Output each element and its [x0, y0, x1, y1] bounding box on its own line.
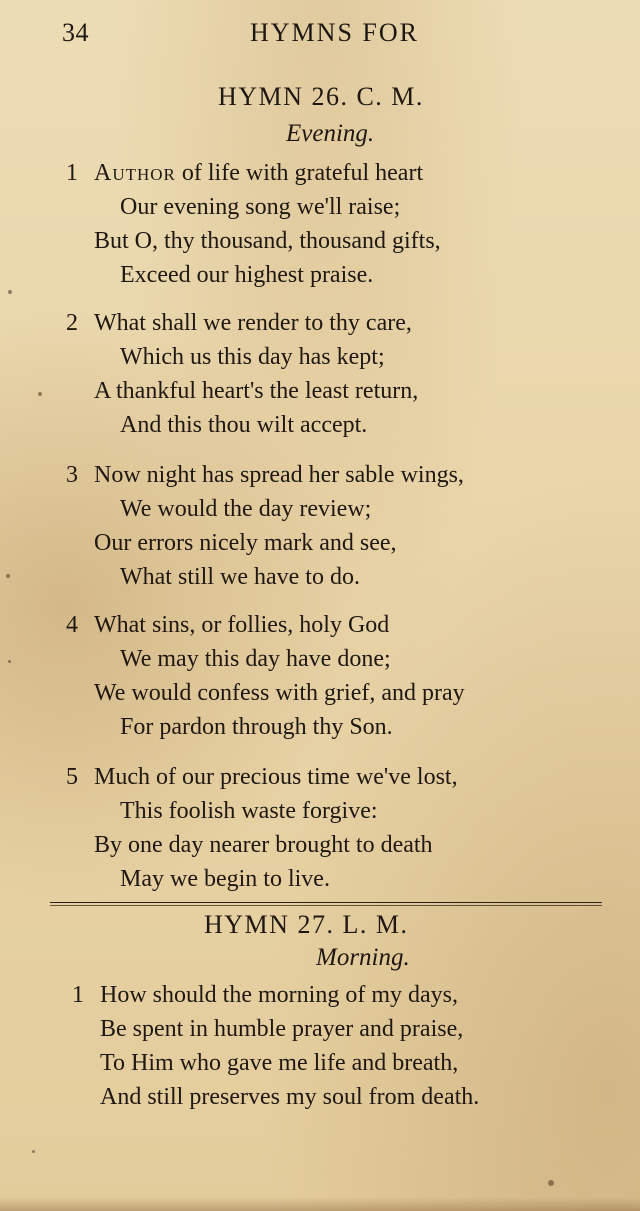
verse-line-text: Be spent in humble prayer and praise, — [100, 1016, 464, 1042]
verse-line — [66, 190, 626, 224]
verse-line-text: Our errors nicely mark and see, — [94, 530, 397, 556]
paper-fleck — [38, 392, 42, 396]
drop-word: Author — [94, 160, 176, 186]
verse-line — [66, 526, 626, 560]
hymn-26-title: HYMN 26. C. M. — [218, 82, 424, 111]
verse-line-text: What still we have to do. — [120, 564, 360, 590]
verse-line — [66, 608, 626, 642]
hymn-26-verse-1 — [66, 156, 626, 292]
paper-fleck — [8, 290, 12, 294]
hymn-26-verse-3 — [66, 458, 626, 594]
verse-line-text: We may this day have done; — [120, 646, 391, 672]
verse-line-text: May we begin to live. — [120, 866, 330, 892]
verse-line — [66, 340, 626, 374]
verse-number: 2 — [66, 310, 78, 336]
verse-line — [66, 828, 626, 862]
verse-line — [66, 306, 626, 340]
verse-line-text: For pardon through thy Son. — [120, 714, 393, 740]
verse-line-text: This foolish waste forgive: — [120, 798, 378, 824]
page-bottom-edge — [0, 1197, 640, 1211]
hymn-27-verse-1 — [66, 978, 626, 1114]
verse-line — [66, 258, 626, 292]
page-header — [62, 18, 600, 58]
paper-fleck — [6, 574, 10, 578]
verse-line — [66, 374, 626, 408]
verse-line-text: How should the morning of my days, — [100, 982, 458, 1008]
running-head: HYMNS FOR — [250, 18, 419, 47]
hymn-26-verse-5 — [66, 760, 626, 896]
verse-line — [66, 458, 626, 492]
hymn-26-verse-2 — [66, 306, 626, 442]
verse-line-text: And still preserves my soul from death. — [100, 1084, 480, 1110]
verse-line-text: We would the day review; — [120, 496, 372, 522]
page-number: 34 — [62, 18, 89, 47]
hymn-27-title: HYMN 27. L. M. — [204, 910, 409, 939]
verse-line — [66, 760, 626, 794]
verse-line — [66, 408, 626, 442]
verse-line-text: Now night has spread her sable wings, — [94, 462, 464, 488]
verse-line — [66, 1012, 626, 1046]
verse-line-text: To Him who gave me life and breath, — [100, 1050, 459, 1076]
section-divider-thin — [50, 905, 602, 906]
verse-line-text: of life with grateful heart — [175, 160, 424, 186]
verse-line-text: What sins, or follies, holy God — [94, 612, 390, 638]
verse-line-text: Much of our precious time we've lost, — [94, 764, 458, 790]
paper-fleck — [548, 1180, 554, 1186]
verse-line — [66, 156, 626, 190]
verse-line — [66, 492, 626, 526]
verse-line-text: What shall we render to thy care, — [94, 310, 412, 336]
verse-line — [66, 676, 626, 710]
hymn-27-subtitle: Morning. — [316, 944, 410, 971]
verse-line — [66, 642, 626, 676]
verse-line — [66, 978, 626, 1012]
verse-line-text: Our evening song we'll raise; — [120, 194, 401, 220]
verse-number: 3 — [66, 462, 78, 488]
verse-line — [66, 1080, 626, 1114]
verse-line-text: We would confess with grief, and pray — [94, 680, 465, 706]
verse-number: 1 — [72, 982, 84, 1008]
verse-number: 1 — [66, 160, 78, 186]
hymn-26-subtitle: Evening. — [286, 120, 375, 147]
hymn-26-verse-4 — [66, 608, 626, 744]
verse-line — [66, 710, 626, 744]
verse-line-text: By one day nearer brought to death — [94, 832, 433, 858]
verse-line — [66, 794, 626, 828]
paper-fleck — [32, 1150, 35, 1153]
verse-line-text: But O, thy thousand, thousand gifts, — [94, 228, 441, 254]
verse-line — [66, 224, 626, 258]
verse-line — [66, 560, 626, 594]
verse-line — [66, 862, 626, 896]
verse-line-text: And this thou wilt accept. — [120, 412, 368, 438]
verse-line — [66, 1046, 626, 1080]
verse-line-text: A thankful heart's the least return, — [94, 378, 419, 404]
section-divider — [50, 902, 602, 903]
verse-number: 4 — [66, 612, 78, 638]
verse-line-text: Which us this day has kept; — [120, 344, 385, 370]
verse-line-text: Exceed our highest praise. — [120, 262, 374, 288]
verse-number: 5 — [66, 764, 78, 790]
paper-fleck — [8, 660, 11, 663]
